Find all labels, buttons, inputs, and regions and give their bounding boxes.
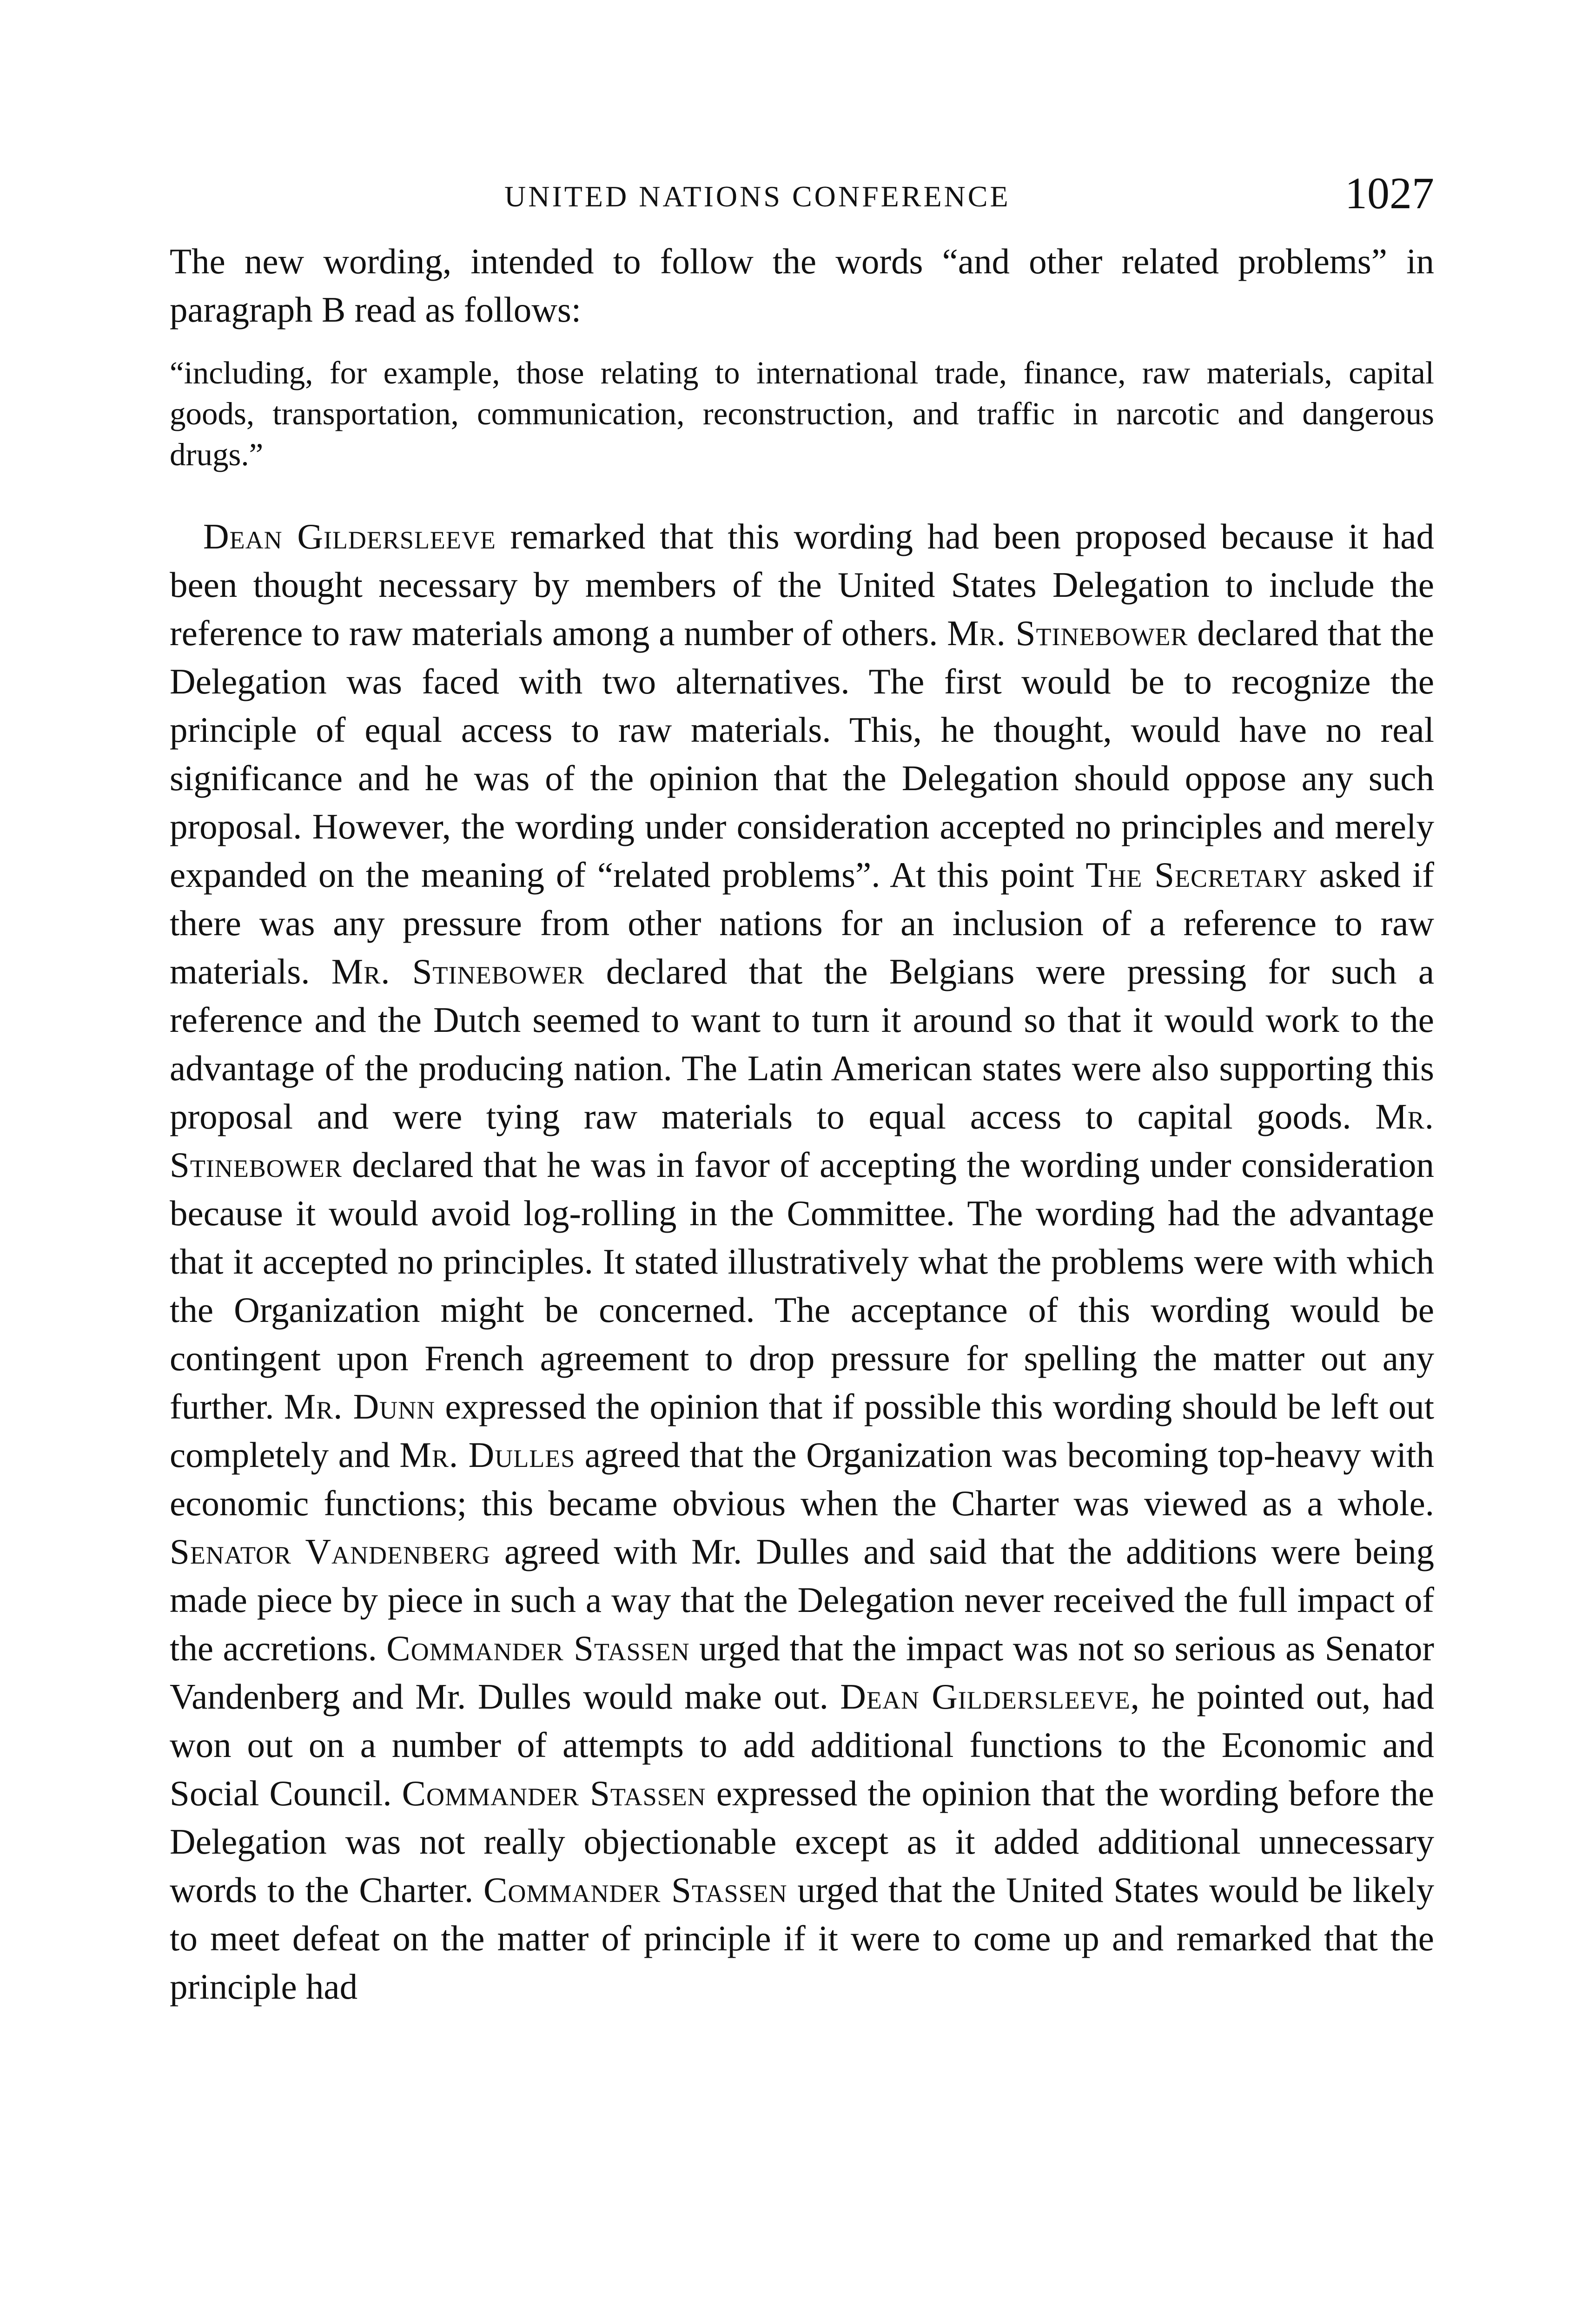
- body-text: urged that the United States would be likely to meet defeat on the matter of principle if it were to come up and remarked that the principle had: [170, 1870, 1434, 2007]
- body-text: , he pointed out, had won out on a number of attempts to add additional functions to the Economic and Social Council.: [170, 1677, 1434, 1813]
- running-head-title: UNITED NATIONS CONFERENCE: [504, 180, 1011, 213]
- intro-paragraph: The new wording, intended to follow the words “and other related problems” in paragraph B read as follows:: [170, 241, 1434, 330]
- speaker-name: Commander Stassen: [402, 1773, 706, 1813]
- speaker-name: Mr. Stinebower: [947, 613, 1188, 653]
- speaker-name: Mr. Stinebower: [331, 951, 585, 991]
- body-text: remarked that this wording had been proposed because it had been thought necessary by members of the United States Delegation to include the reference to raw materials among a number of others.: [170, 516, 1434, 653]
- body-text: agreed with Mr. Dulles and said that the additions were being made piece by piece in such a way that the Delegation never received the full impact of the accretions.: [170, 1532, 1434, 1668]
- body-text: asked if there was any pressure from other nations for an inclusion of a reference to raw materials.: [170, 855, 1434, 991]
- body-text: declared that the Belgians were pressing for such a reference and the Dutch seemed to want to turn it around so that it would work to the advantage of the producing nation. The Latin American states were also supporting this proposal and were tying raw materials to equal access to capital goods.: [170, 951, 1434, 1136]
- speaker-name: Dean Gildersleeve: [840, 1677, 1131, 1717]
- document-page: [170, 167, 1434, 2011]
- speaker-name: Dean Gildersleeve: [203, 516, 496, 556]
- body-text: expressed the opinion that the wording before the Delegation was not really objectionable except as it added additional unnecessary words to the Charter.: [170, 1773, 1434, 1910]
- body-text: agreed that the Organization was becoming top-heavy with economic functions; this became obvious when the Charter was viewed as a whole.: [170, 1435, 1435, 1523]
- running-head: [170, 167, 1434, 223]
- quoted-wording: “including, for example, those relating to international trade, finance, raw materials, capital goods, transportation, communication, reconstruction, and traffic in narcotic and dangerous drugs.”: [170, 355, 1434, 472]
- body-text: urged that the impact was not so serious as Senator Vandenberg and Mr. Dulles would make out.: [170, 1628, 1434, 1717]
- speaker-name: Mr. Dulles: [399, 1435, 576, 1475]
- page-number: 1027: [1345, 168, 1434, 218]
- speaker-name: Senator Vandenberg: [170, 1532, 491, 1571]
- speaker-name: Commander Stassen: [483, 1870, 788, 1910]
- body-text: declared that the Delegation was faced with two alternatives. The first would be to recognize the principle of equal access to raw materials. This, he thought, would have no real significance and he was of the opinion that the Delegation should oppose any such proposal. However, the wording under consideration accepted no principles and merely expanded on the meaning of “related problems”. At this point: [170, 613, 1434, 895]
- speaker-name: Mr. Stinebower: [170, 1096, 1434, 1185]
- body-text: expressed the opinion that if possible this wording should be left out completely and: [170, 1386, 1434, 1475]
- body-paragraph: [170, 512, 1434, 2011]
- body-text: declared that he was in favor of accepting the wording under consideration because it would avoid log-rolling in the Committee. The wording had the advantage that it accepted no principles. It stated illustratively what the problems were with which the Organization might be concerned. The acceptance of this wording would be contingent upon French agreement to drop pressure for spelling the matter out any further.: [170, 1145, 1434, 1426]
- speaker-name: Mr. Dunn: [284, 1386, 436, 1426]
- speaker-name: Commander Stassen: [386, 1628, 690, 1668]
- speaker-name: The Secretary: [1085, 855, 1308, 895]
